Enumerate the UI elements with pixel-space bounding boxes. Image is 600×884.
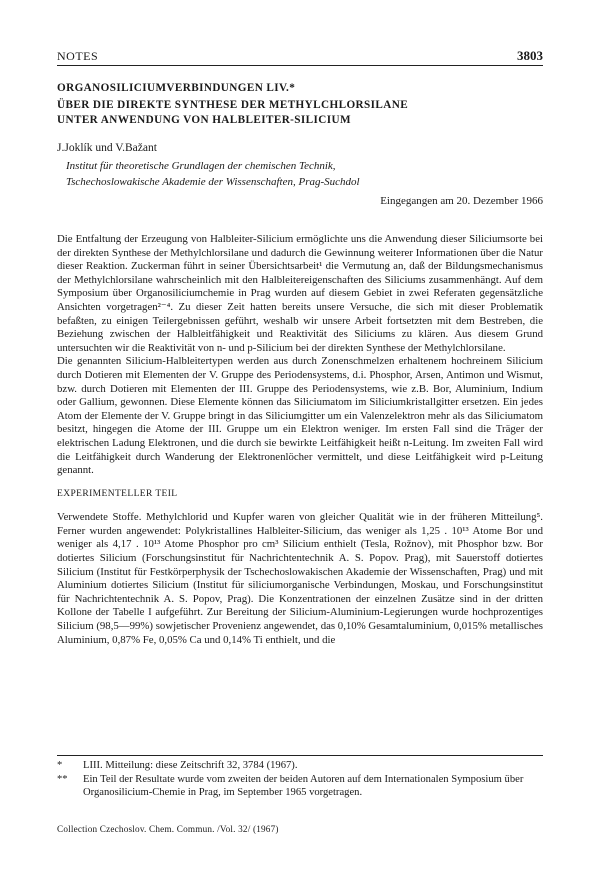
footnote-1 [57, 759, 543, 773]
title-line-2: ÜBER DIE DIREKTE SYNTHESE DER METHYLCHLORSILANE [57, 99, 409, 111]
footnote-text: LIII. Mitteilung: diese Zeitschrift 32, 3784 (1967). [83, 760, 298, 771]
footnote-text: Ein Teil der Resultate wurde vom zweiten der beiden Autoren auf dem Internationalen Symposium über Organosilicium-Chemie in Prag, im September 1965 vorgetragen. [83, 773, 524, 798]
footnote-2 [57, 773, 543, 800]
authors: J.Joklík und V.Bažant [57, 142, 157, 154]
footnote-mark: * [57, 760, 63, 771]
affiliation-line-1: Institut für theoretische Grundlagen der chemischen Technik, [66, 160, 336, 172]
article-title [57, 81, 543, 128]
title-line-1: ORGANOSILICIUMVERBINDUNGEN LIV.* [57, 82, 296, 94]
experimental-paragraph: Verwendete Stoffe. Methylchlorid und Kupfer waren von gleicher Qualität wie in der früheren Mitteilung⁵. Ferner wurden angewendet: Polykristallines Halbleiter-Silicium, das weniger als 1,25 . 10¹³ Atome Bor und weniger als 4,17 . 10¹³ Atome Phosphor pro cm³ Silicium enthielt (Tesla, Rožnov), mit Phosphor bzw. Bor dotiertes Silicium (Forschungsinstitut für Nachrichtentechnik A. S. Popov. Prag), mit Sauerstoff dotiertes Silicium (Institut für Festkörperphysik der Tschechoslowakischen Akademie der Wissenschaften, Prag) und mit Aluminium dotiertes Silicium (Institut für siliciumorganische Verbindungen, Moskau, und Forschungsinstitut für Nachrichtentechnik A. S. Popov, Prag). Die Konzentrationen der einzelnen Zusätze sind in der dritten Kollone der Tabelle I aufgeführt. Zur Bereitung der Silicium-Aluminium-Legierungen wurde hochprozentiges Silicium (98,5—99%) sowjetischer Provenienz angewendet, das 0,10% Gesamtaluminium, 0,015% metallisches Aluminium, 0,87% Fe, 0,05% Ca und 0,14% Ti enthielt, und die [57, 511, 543, 646]
title-line-3: UNTER ANWENDUNG VON HALBLEITER-SILICIUM [57, 114, 351, 126]
affiliation-line-2: Tschechoslowakische Akademie der Wissenschaften, Prag-Suchdol [66, 176, 360, 188]
page-header [57, 49, 543, 66]
article-body [57, 233, 543, 647]
page-number: 3803 [517, 48, 543, 63]
section-heading: EXPERIMENTELLER TEIL [57, 488, 178, 499]
body-paragraph-1: Die Entfaltung der Erzeugung von Halbleiter-Silicium ermöglichte uns die Anwendung dieser Siliciumsorte bei der direkten Synthese der Methylchlorsilane und dadurch die Gewinnung weiterer Informationen über die Natur dieser Reaktion. Zuckerman führt in seiner Übersichtsarbeit¹ die Vermutung an, daß der Bildungsmechanismus der Methylchlorsilane wahrscheinlich mit den Halbleitereigenschaften des Siliciums zusammenhängt. Auf dem Symposium über Organosiliciumchemie in Prag wurden auf diesem Gebiet in zwei Referaten gegensätzliche Ansichten vorgetragen²⁻⁴. Zu dieser Zeit hatten bereits unsere Versuche, die sich mit dieser Problematik befaßten, zu einigen Teilergebnissen geführt, weshalb wir unsere Arbeit fortsetzten mit dem Bestreben, die Beziehung zwischen der Halbleitfähigkeit und Reaktivität des Siliciums zu klären. Aus diesem Grund untersuchten wir die Reaktivität von n- und p-Silicium bei der direkten Synthese der Methylchlorsilane. [57, 233, 543, 354]
journal-footer: Collection Czechoslov. Chem. Commun. /Vol. 32/ (1967) [57, 824, 279, 834]
body-paragraph-2: Die genannten Silicium-Halbleitertypen werden aus durch Zonenschmelzen erhaltenem hochreinem Silicium durch Dotieren mit Elementen der V. Gruppe des Periodensystems, d.i. Phosphor, Arsen, Antimon und Wismut, bzw. durch Dotieren mit Elementen der III. Gruppe des Periodensystems, wie z.B. Bor, Aluminium, Indium oder Gallium, gewonnen. Diese Elemente können das Siliciumatom im Siliciumkristallgitter ersetzen. Ein jedes Atom der Elemente der V. Gruppe bringt in das Siliciumgitter um ein Valenzelektron mehr als das Siliciumatom besitzt, hingegen die Atome der III. Gruppe um ein Elektron weniger. Im ersten Fall sind die Träger der elektrischen Ladung Elektronen, und die durch sie bewirkte Leitfähigkeit heißt n-Leitung. Im zweiten Fall wird die Leitfähigkeit durch Wanderung der Elektronenlöcher vermittelt, und diese Leitfähigkeit wird p-Leitung genannt. [57, 355, 543, 477]
footnote-mark: ** [57, 773, 68, 785]
received-date: Eingegangen am 20. Dezember 1966 [380, 195, 543, 207]
affiliation [66, 158, 360, 190]
running-head: NOTES [57, 49, 99, 63]
footnotes [57, 755, 543, 800]
